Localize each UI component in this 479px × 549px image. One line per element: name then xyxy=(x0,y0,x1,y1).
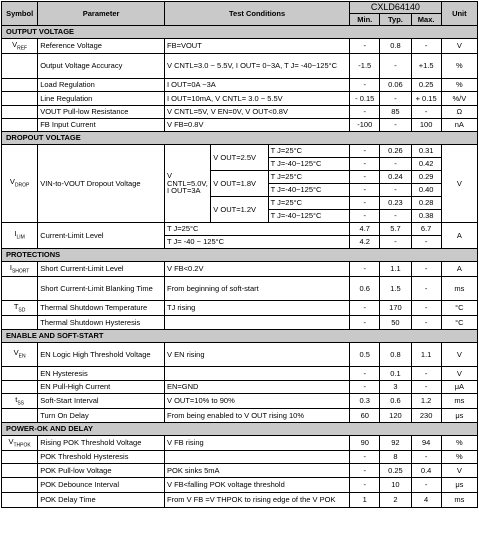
max-cell: 0.25 xyxy=(411,79,441,92)
min-cell: 0.3 xyxy=(350,394,380,409)
typ-cell: 0.26 xyxy=(380,145,411,158)
typ-cell: - xyxy=(380,54,411,79)
parameter-cell: Reference Voltage xyxy=(38,39,165,54)
typ-cell: 170 xyxy=(380,301,411,316)
parameter-cell: Current-Limit Level xyxy=(38,223,165,249)
symbol-cell xyxy=(2,262,38,277)
typ-cell: 85 xyxy=(380,106,411,119)
condition-text: POK sinks 5mA xyxy=(167,465,220,475)
parameter-cell: FB Input Current xyxy=(38,119,165,132)
symbol-cell xyxy=(2,301,38,316)
parameter-cell: EN Logic High Threshold Voltage xyxy=(38,343,165,367)
max-cell: 94 xyxy=(411,436,441,451)
symbol-cell xyxy=(2,367,38,381)
max-cell: - xyxy=(411,381,441,394)
condition-cell xyxy=(165,54,350,79)
parameter-cell: Thermal Shutdown Hysteresis xyxy=(38,316,165,330)
parameter-cell: VIN-to-VOUT Dropout Voltage xyxy=(38,145,165,223)
condition-text: V OUT=10% to 90% xyxy=(167,396,235,406)
condition-cell xyxy=(165,119,350,132)
min-cell: - xyxy=(350,367,380,381)
parameter-cell: Load Regulation xyxy=(38,79,165,92)
max-cell: 100 xyxy=(411,119,441,132)
min-cell: - xyxy=(350,171,380,184)
section-enable-soft-start: ENABLE AND SOFT-START xyxy=(2,330,478,343)
typ-cell: - xyxy=(380,184,411,197)
max-cell: - xyxy=(411,277,441,301)
condition-text: V EN rising xyxy=(167,349,205,359)
condition-cell xyxy=(165,478,350,493)
condition-text: From being enabled to V OUT rising 10% xyxy=(167,410,305,420)
max-cell: +1.5 xyxy=(411,54,441,79)
min-cell: 60 xyxy=(350,409,380,423)
typ-cell: 0.8 xyxy=(380,343,411,367)
condition-text: I OUT=10mA, V CNTL= 3.0 ~ 5.5V xyxy=(167,93,283,103)
header-max: Max. xyxy=(411,14,441,26)
typ-cell: - xyxy=(380,236,411,249)
symbol-subscript: THPOK xyxy=(13,442,31,449)
symbol-subscript: EN xyxy=(18,353,26,360)
symbol-cell xyxy=(2,493,38,508)
condition-cell xyxy=(165,381,350,394)
parameter-cell: POK Debounce Interval xyxy=(38,478,165,493)
parameter-cell: Thermal Shutdown Temperature xyxy=(38,301,165,316)
condition-text: I OUT=0A ~3A xyxy=(167,80,216,90)
symbol-cell xyxy=(2,39,38,54)
parameter-cell: Short Current-Limit Level xyxy=(38,262,165,277)
symbol-cell xyxy=(2,145,38,223)
max-cell: - xyxy=(411,106,441,119)
table-row xyxy=(2,92,478,106)
condition-cell xyxy=(165,367,350,381)
typ-cell: - xyxy=(380,158,411,171)
condition-cell xyxy=(165,106,350,119)
max-cell: - xyxy=(411,367,441,381)
table-row xyxy=(2,39,478,54)
unit-cell: Ω xyxy=(441,106,477,119)
unit-cell: nA xyxy=(441,119,477,132)
parameter-cell: EN Pull-High Current xyxy=(38,381,165,394)
condition-text: From beginning of soft-start xyxy=(167,283,259,293)
symbol-main: V xyxy=(9,177,15,187)
symbol-main: I xyxy=(14,229,17,239)
symbol-cell xyxy=(2,316,38,330)
max-cell: + 0.15 xyxy=(411,92,441,106)
condition-text: From V FB =V THPOK to rising edge of the V POK xyxy=(167,495,336,505)
unit-cell: V xyxy=(441,145,477,223)
condition-cell xyxy=(165,92,350,106)
max-cell: 230 xyxy=(411,409,441,423)
min-cell: - xyxy=(350,197,380,210)
section-power-ok-delay: POWER-OK AND DELAY xyxy=(2,423,478,436)
condition-text: V FB<falling POK voltage threshold xyxy=(167,480,285,490)
max-cell: - xyxy=(411,236,441,249)
table-row xyxy=(2,493,478,508)
table-row xyxy=(2,145,478,158)
table-row xyxy=(2,316,478,330)
typ-cell: 120 xyxy=(380,409,411,423)
max-cell: 0.4 xyxy=(411,464,441,478)
unit-cell: V xyxy=(441,39,477,54)
parameter-cell: Soft-Start Interval xyxy=(38,394,165,409)
symbol-cell xyxy=(2,119,38,132)
condition-text: EN=GND xyxy=(167,382,199,392)
parameter-cell: Short Current-Limit Blanking Time xyxy=(38,277,165,301)
table-row xyxy=(2,54,478,79)
section-dropout-voltage: DROPOUT VOLTAGE xyxy=(2,132,478,145)
symbol-cell xyxy=(2,277,38,301)
min-cell: - xyxy=(350,39,380,54)
unit-cell: % xyxy=(441,79,477,92)
min-cell: - xyxy=(350,464,380,478)
unit-cell: μs xyxy=(441,478,477,493)
parameter-cell: Rising POK Threshold Voltage xyxy=(38,436,165,451)
typ-cell: 2 xyxy=(380,493,411,508)
symbol-main: V xyxy=(12,39,18,49)
symbol-cell xyxy=(2,79,38,92)
table-row xyxy=(2,367,478,381)
unit-cell: % xyxy=(441,451,477,464)
condition-cell xyxy=(165,409,350,423)
min-cell: - xyxy=(350,145,380,158)
min-cell: - xyxy=(350,451,380,464)
max-cell: - xyxy=(411,39,441,54)
condition-cell xyxy=(165,451,350,464)
min-cell: 90 xyxy=(350,436,380,451)
header-min: Min. xyxy=(350,14,380,26)
max-cell: 6.7 xyxy=(411,223,441,236)
condition-text: FB=VOUT xyxy=(167,41,202,51)
max-cell: - xyxy=(411,451,441,464)
symbol-main: V xyxy=(8,436,14,446)
symbol-cell xyxy=(2,223,38,249)
table-row xyxy=(2,79,478,92)
min-cell: - xyxy=(350,316,380,330)
typ-cell: 50 xyxy=(380,316,411,330)
typ-cell: 0.8 xyxy=(380,39,411,54)
symbol-cell xyxy=(2,451,38,464)
typ-cell: 1.1 xyxy=(380,262,411,277)
unit-cell: ms xyxy=(441,394,477,409)
table-row xyxy=(2,343,478,367)
table-row xyxy=(2,277,478,301)
symbol-cell xyxy=(2,92,38,106)
min-cell: - xyxy=(350,79,380,92)
typ-cell: - xyxy=(380,119,411,132)
condition-cell xyxy=(165,301,350,316)
vout-condition-cell: V OUT=1.8V xyxy=(211,171,268,197)
condition-text: V FB rising xyxy=(167,438,204,448)
section-output-voltage: OUTPUT VOLTAGE xyxy=(2,26,478,39)
max-cell: - xyxy=(411,316,441,330)
parameter-cell: POK Threshold Hysteresis xyxy=(38,451,165,464)
vout-condition-cell: V OUT=2.5V xyxy=(211,145,268,171)
tj-condition-cell: T J=25°C xyxy=(268,171,350,184)
electrical-characteristics-table xyxy=(1,1,478,508)
min-cell: 0.5 xyxy=(350,343,380,367)
unit-cell: V xyxy=(441,343,477,367)
max-cell: 1.1 xyxy=(411,343,441,367)
symbol-subscript: REF xyxy=(17,45,28,52)
max-cell: - xyxy=(411,478,441,493)
symbol-cell xyxy=(2,394,38,409)
min-cell: - xyxy=(350,381,380,394)
condition-text: V FB<0.2V xyxy=(167,264,204,274)
unit-cell: A xyxy=(441,223,477,249)
condition-text: V CNTL=5.0V, I OUT=3A xyxy=(167,170,208,196)
unit-cell: μs xyxy=(441,409,477,423)
max-cell: - xyxy=(411,262,441,277)
unit-cell: V xyxy=(441,464,477,478)
condition-cell xyxy=(165,79,350,92)
symbol-cell xyxy=(2,343,38,367)
table-row xyxy=(2,381,478,394)
unit-cell: A xyxy=(441,262,477,277)
condition-cell xyxy=(165,262,350,277)
unit-cell: V xyxy=(441,367,477,381)
symbol-cell xyxy=(2,409,38,423)
max-cell: 0.29 xyxy=(411,171,441,184)
condition-cell xyxy=(165,39,350,54)
typ-cell: 5.7 xyxy=(380,223,411,236)
table-row xyxy=(2,478,478,493)
table-row xyxy=(2,436,478,451)
typ-cell: 3 xyxy=(380,381,411,394)
table-row xyxy=(2,119,478,132)
max-cell: 0.31 xyxy=(411,145,441,158)
parameter-cell: Output Voltage Accuracy xyxy=(38,54,165,79)
max-cell: 0.42 xyxy=(411,158,441,171)
symbol-main: I xyxy=(9,262,12,272)
typ-cell: 92 xyxy=(380,436,411,451)
header-unit: Unit xyxy=(441,2,477,26)
min-cell: 4.7 xyxy=(350,223,380,236)
typ-cell: 8 xyxy=(380,451,411,464)
symbol-cell xyxy=(2,478,38,493)
table-row xyxy=(2,301,478,316)
min-cell: 1 xyxy=(350,493,380,508)
symbol-subscript: SHORT xyxy=(11,268,30,275)
min-cell: - xyxy=(350,158,380,171)
min-cell: - xyxy=(350,301,380,316)
tj-condition-cell: T J=25°C xyxy=(268,145,350,158)
table-row xyxy=(2,394,478,409)
section-protections: PROTECTIONS xyxy=(2,249,478,262)
tj-condition-cell: T J=-40~125°C xyxy=(268,210,350,223)
typ-cell: - xyxy=(380,92,411,106)
unit-cell: % xyxy=(441,54,477,79)
unit-cell: μA xyxy=(441,381,477,394)
typ-cell: 1.5 xyxy=(380,277,411,301)
symbol-cell xyxy=(2,464,38,478)
symbol-subscript: LIM xyxy=(16,234,25,241)
symbol-cell xyxy=(2,106,38,119)
unit-cell: °C xyxy=(441,301,477,316)
typ-cell: 0.1 xyxy=(380,367,411,381)
min-cell: 4.2 xyxy=(350,236,380,249)
header-symbol: Symbol xyxy=(2,2,38,26)
symbol-main: t xyxy=(15,394,18,404)
max-cell: 0.38 xyxy=(411,210,441,223)
min-cell: - xyxy=(350,262,380,277)
header-part-number: CXLD64140 xyxy=(350,2,442,14)
min-cell: - xyxy=(350,106,380,119)
typ-cell: 10 xyxy=(380,478,411,493)
table-row xyxy=(2,464,478,478)
typ-cell: - xyxy=(380,210,411,223)
symbol-subscript: SS xyxy=(17,400,24,407)
condition-cell xyxy=(165,145,211,223)
min-cell: - xyxy=(350,478,380,493)
max-cell: 0.28 xyxy=(411,197,441,210)
unit-cell: %/V xyxy=(441,92,477,106)
unit-cell: °C xyxy=(441,316,477,330)
parameter-cell: POK Delay Time xyxy=(38,493,165,508)
tj-condition-cell: T J=25°C xyxy=(268,197,350,210)
min-cell: -100 xyxy=(350,119,380,132)
condition-cell xyxy=(165,316,350,330)
max-cell: - xyxy=(411,301,441,316)
min-cell: - xyxy=(350,210,380,223)
table-row xyxy=(2,451,478,464)
parameter-cell: Turn On Delay xyxy=(38,409,165,423)
max-cell: 4 xyxy=(411,493,441,508)
min-cell: 0.6 xyxy=(350,277,380,301)
condition-cell xyxy=(165,493,350,508)
condition-text: V CNTL=5V, V EN=0V, V OUT<0.8V xyxy=(167,107,288,117)
condition-cell xyxy=(165,277,350,301)
table-row xyxy=(2,223,478,236)
condition-cell: T J=25°C xyxy=(165,223,350,236)
unit-cell: ms xyxy=(441,493,477,508)
table-row xyxy=(2,409,478,423)
condition-cell xyxy=(165,436,350,451)
parameter-cell: Line Regulation xyxy=(38,92,165,106)
unit-cell: % xyxy=(441,436,477,451)
header-typ: Typ. xyxy=(380,14,411,26)
header-parameter: Parameter xyxy=(38,2,165,26)
typ-cell: 0.25 xyxy=(380,464,411,478)
condition-cell: T J= -40 ~ 125°C xyxy=(165,236,350,249)
symbol-cell xyxy=(2,436,38,451)
min-cell: - xyxy=(350,184,380,197)
parameter-cell: VOUT Pull-low Resistance xyxy=(38,106,165,119)
typ-cell: 0.06 xyxy=(380,79,411,92)
condition-text: V FB=0.8V xyxy=(167,120,204,130)
tj-condition-cell: T J=-40~125°C xyxy=(268,158,350,171)
symbol-main: V xyxy=(13,348,19,358)
min-cell: - 0.15 xyxy=(350,92,380,106)
symbol-subscript: DROP xyxy=(14,182,30,189)
typ-cell: 0.24 xyxy=(380,171,411,184)
parameter-cell: EN Hysteresis xyxy=(38,367,165,381)
typ-cell: 0.23 xyxy=(380,197,411,210)
max-cell: 0.40 xyxy=(411,184,441,197)
symbol-cell xyxy=(2,381,38,394)
symbol-main: T xyxy=(13,301,19,311)
condition-text: V CNTL=3.0 ~ 5.5V, I OUT= 0~3A, T J= -40~125°C xyxy=(167,61,338,71)
condition-cell xyxy=(165,394,350,409)
typ-cell: 0.6 xyxy=(380,394,411,409)
min-cell: -1.5 xyxy=(350,54,380,79)
tj-condition-cell: T J=-40~125°C xyxy=(268,184,350,197)
table-row xyxy=(2,106,478,119)
symbol-subscript: SD xyxy=(18,307,26,314)
table-row xyxy=(2,262,478,277)
condition-text: TJ rising xyxy=(167,303,196,313)
header-test-conditions: Test Conditions xyxy=(165,2,350,26)
unit-cell: ms xyxy=(441,277,477,301)
symbol-cell xyxy=(2,54,38,79)
condition-cell xyxy=(165,343,350,367)
max-cell: 1.2 xyxy=(411,394,441,409)
parameter-cell: POK Pull-low Voltage xyxy=(38,464,165,478)
condition-cell xyxy=(165,464,350,478)
vout-condition-cell: V OUT=1.2V xyxy=(211,197,268,223)
